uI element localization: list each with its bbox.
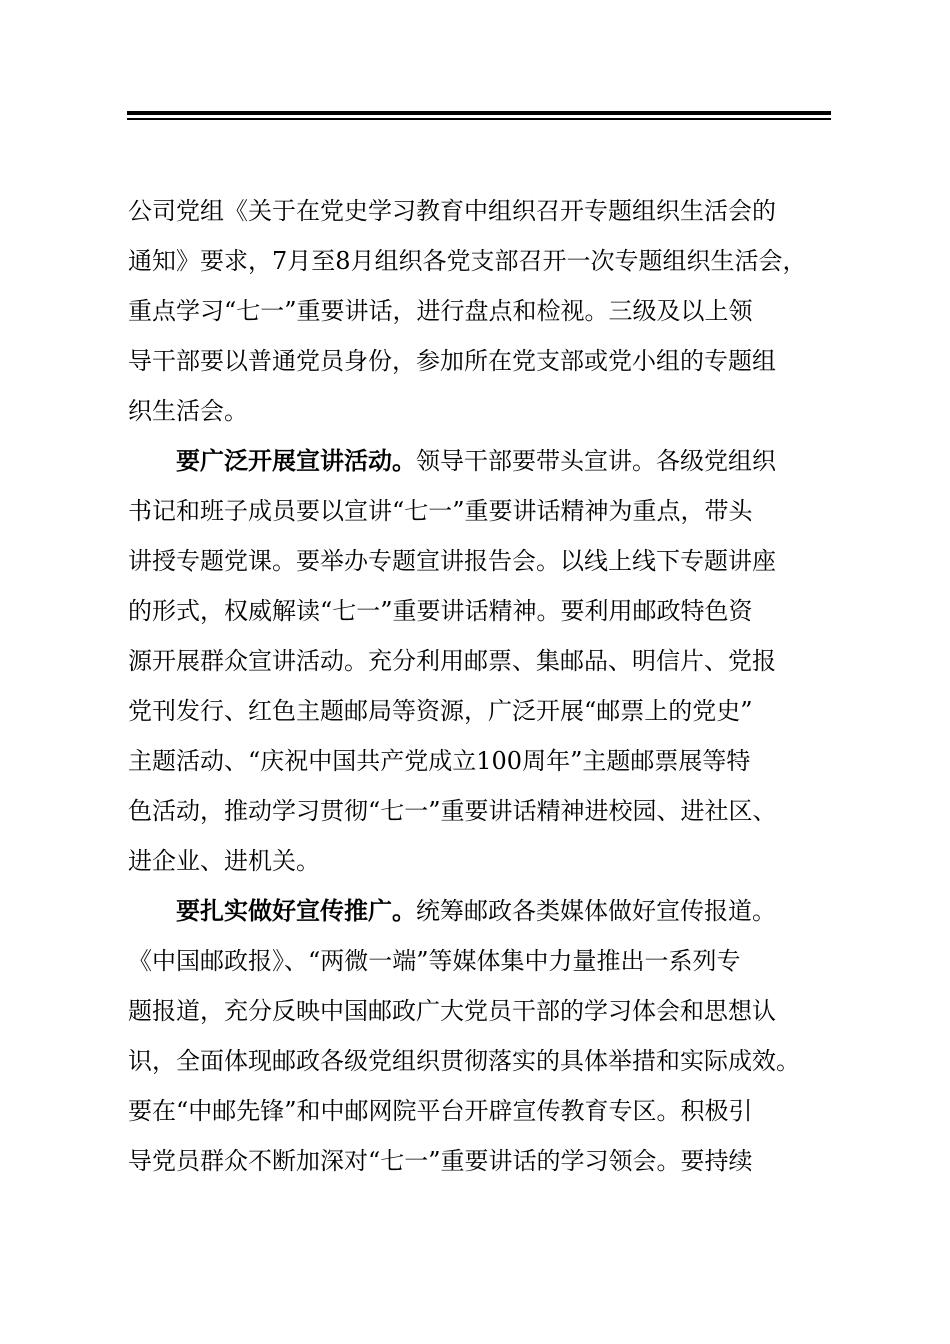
text-line: 讲授专题党课。要举办专题宣讲报告会。以线上线下专题讲座 — [128, 547, 776, 575]
text-line: 题报道，充分反映中国邮政广大党员干部的学习体会和思想认 — [128, 997, 776, 1025]
text-line: 的形式，权威解读“七一”重要讲话精神。要利用邮政特色资 — [128, 597, 753, 625]
document-body — [128, 186, 834, 1186]
text-line: 书记和班子成员要以宣讲“七一”重要讲话精神为重点，带头 — [128, 497, 753, 525]
text-line: 党刊发行、红色主题邮局等资源，广泛开展“邮票上的党史” — [128, 697, 753, 725]
text-span: 领导干部要带头宣讲。各级党组织 — [416, 447, 776, 475]
text-line: 织生活会。 — [128, 397, 248, 425]
paragraph-2-heading: 要广泛开展宣讲活动。 — [176, 447, 416, 475]
paragraph-3-heading: 要扎实做好宣传推广。 — [176, 897, 416, 925]
text-span: 统筹邮政各类媒体做好宣传报道。 — [416, 897, 776, 925]
text-line: 识，全面体现邮政各级党组织贯彻落实的具体举措和实际成效。 — [128, 1047, 800, 1075]
paragraph-3-first-line — [128, 886, 834, 936]
text-line: 色活动，推动学习贯彻“七一”重要讲话精神进校园、进社区、 — [128, 797, 777, 825]
text-line: 重点学习“七一”重要讲话，进行盘点和检视。三级及以上领 — [128, 297, 753, 325]
text-line: 公司党组《关于在党史学习教育中组织召开专题组织生活会的 — [128, 197, 776, 225]
text-line: 导党员群众不断加深对“七一”重要讲话的学习领会。要持续 — [128, 1147, 753, 1175]
text-line: 要在“中邮先锋”和中邮网院平台开辟宣传教育专区。积极引 — [128, 1097, 753, 1125]
text-line: 《中国邮政报》、“两微一端”等媒体集中力量推出一系列专 — [128, 947, 741, 975]
text-line: 通知》要求，7月至8月组织各党支部召开一次专题组织生活会， — [128, 247, 807, 275]
text-line: 主题活动、“庆祝中国共产党成立100周年”主题邮票展等特 — [128, 747, 751, 775]
text-line: 进企业、进机关。 — [128, 847, 320, 875]
text-line: 源开展群众宣讲活动。充分利用邮票、集邮品、明信片、党报 — [128, 647, 776, 675]
header-rule-thick — [127, 111, 831, 115]
paragraph-2-first-line — [128, 436, 834, 486]
text-line: 导干部要以普通党员身份，参加所在党支部或党小组的专题组 — [128, 347, 776, 375]
header-rule-thin — [127, 118, 831, 120]
